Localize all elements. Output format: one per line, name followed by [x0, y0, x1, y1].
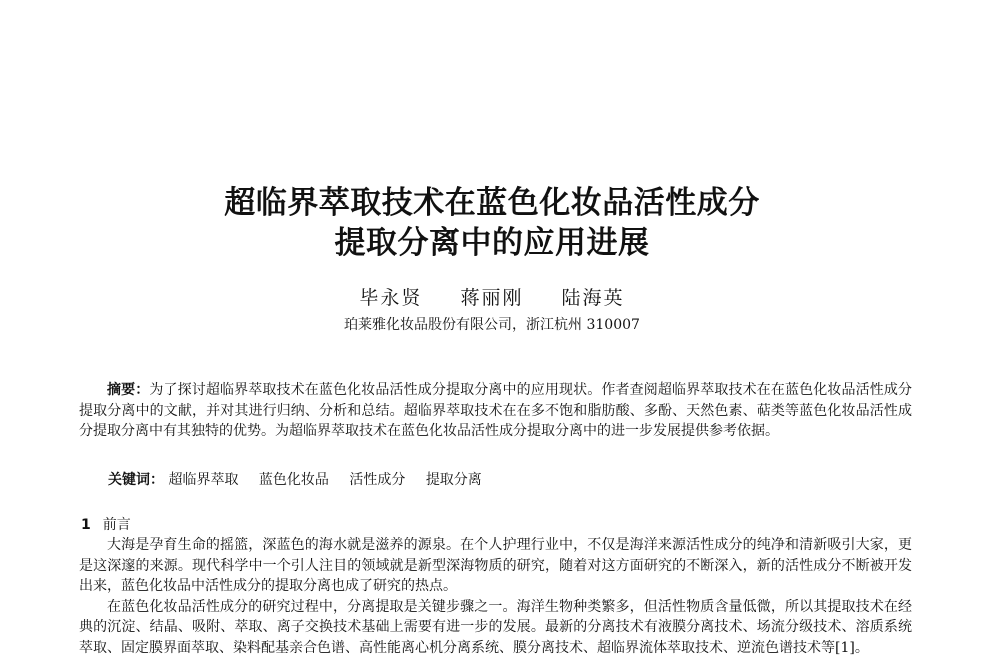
- body-paragraph: 大海是孕育生命的摇篮，深蓝色的海水就是滋养的源泉。在个人护理行业中，不仅是海洋来源活性成分的纯净和清新吸引大家，更是这深邃的来源。现代科学中一个引人注目的领域就是新型深海物质的研究，随着对这方面研究的不断深入，新的活性成分不断被开发出来，蓝色化妆品中活性成分的提取分离也成了研究的热点。: [79, 537, 912, 594]
- keyword: 提取分离: [425, 472, 482, 488]
- paper-title: [0, 183, 984, 263]
- author-name: 陆海英: [561, 287, 625, 309]
- keywords-label: 关键词：: [108, 472, 164, 488]
- body-paragraph: 在蓝色化妆品活性成分的研究过程中，分离提取是关键步骤之一。海洋生物种类繁多，但活性物质含量低微，所以其提取技术在经典的沉淀、结晶、吸附、萃取、离子交换技术基础上需要有进一步的发展。最新的分离技术有液膜分离技术、场流分级技术、溶质系统萃取、固定膜界面萃取、染料配基亲合色谱、高性能离心机分离系统、膜分离技术、超临界流体萃取技术、逆流色谱技术等[1]。: [79, 598, 912, 656]
- abstract-label: 摘要：: [107, 382, 150, 398]
- section-title: 前言: [102, 517, 131, 533]
- keyword: 超临界萃取: [168, 472, 239, 488]
- section-number: 1: [81, 517, 91, 533]
- author-affiliation: 珀莱雅化妆品股份有限公司，浙江杭州 310007: [344, 317, 640, 333]
- abstract-text: 为了探讨超临界萃取技术在蓝色化妆品活性成分提取分离中的应用现状。作者查阅超临界萃取技术在在蓝色化妆品活性成分提取分离中的文献，并对其进行归纳、分析和总结。超临界萃取技术在在多不饱和脂肪酸、多酚、天然色素、萜类等蓝色化妆品活性成分提取分离中有其独特的优势。为超临界萃取技术在蓝色化妆品活性成分提取分离中的进一步发展提供参考依据。: [79, 382, 912, 439]
- title-line-2: 提取分离中的应用进展: [334, 225, 650, 261]
- abstract-paragraph: [79, 380, 912, 442]
- keywords: [108, 470, 908, 490]
- author-name: 蒋丽刚: [460, 287, 524, 309]
- section-body: [79, 535, 912, 658]
- author-name: 毕永贤: [359, 287, 423, 309]
- keyword: 活性成分: [349, 472, 406, 488]
- abstract: [79, 380, 912, 442]
- title-line-1: 超临界萃取技术在蓝色化妆品活性成分: [224, 185, 760, 221]
- author-list: [0, 286, 984, 310]
- section-heading: [81, 515, 131, 535]
- keyword: 蓝色化妆品: [258, 472, 329, 488]
